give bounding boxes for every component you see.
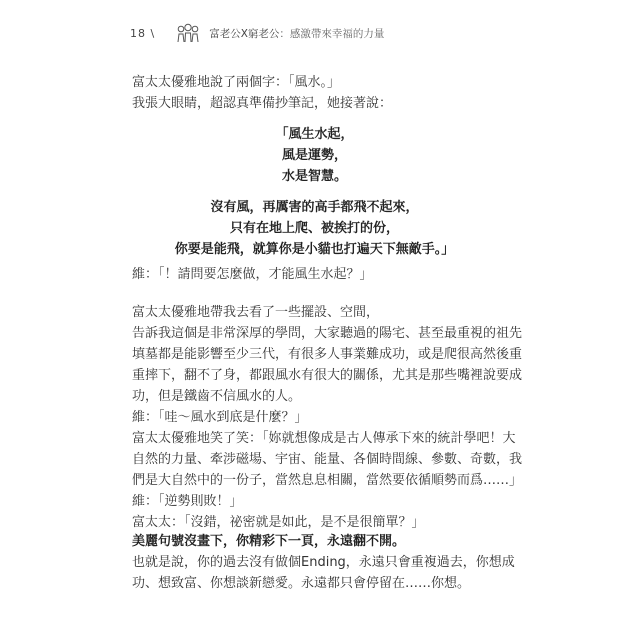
text-line: 我張大眼睛，超認真準備抄筆記，她接著說：	[132, 96, 393, 111]
quote-line: 你要是能飛，就算你是小貓也打遍天下無敵手。」	[174, 242, 455, 257]
text-line: 富太太：「沒錯，祕密就是如此，是不是很簡單？」	[132, 515, 425, 530]
text-line: 維：「逆勢則敗！」	[132, 494, 243, 509]
question-line	[132, 264, 497, 285]
text-line: 填墓都是能影響至少三代，有很多人事業難成功，或是爬很高然後重	[132, 347, 523, 362]
text-line: 告訴我這個是非常深厚的學問，大家聽過的陽宅、甚至最重視的祖先	[132, 326, 523, 341]
text-line: 富太太優雅地說了兩個字：「風水。」	[132, 75, 341, 90]
three-people-icon	[175, 23, 201, 43]
page-number: 18 \	[130, 26, 156, 40]
text-line: 們是大自然中的一份子，當然息息相關，當然要依循順勢而爲……」	[132, 473, 523, 488]
quote-line: 沒有風，再厲害的高手都飛不起來，	[210, 200, 419, 215]
closing-bold-line: 美麗句號沒畫下，你精彩下一頁，永遠翻不開。	[132, 534, 406, 549]
quote-line: 只有在地上爬、被挨打的份，	[229, 221, 399, 236]
book-subtitle: ：感激帶來幸福的力量	[279, 27, 385, 40]
text-line: 也就是說，你的過去沒有做個Ending，永遠只會重複過去，你想成	[132, 555, 515, 570]
text-line: 富太太優雅地帶我去看了一些擺設、空間，	[132, 305, 380, 320]
quote-line: 水是智慧。	[281, 169, 347, 184]
page-header	[130, 22, 384, 44]
quote-block-2	[132, 197, 497, 260]
text-line: 功，但是鐵齒不信風水的人。	[132, 389, 302, 404]
dialogue-paragraph	[132, 407, 523, 533]
quote-line: 風是運勢，	[281, 148, 347, 163]
text-line: 維：「！請問要怎麼做，才能風生水起？」	[132, 267, 373, 282]
book-title: 富老公X窮老公	[209, 27, 280, 40]
text-line: 富太太優雅地笑了笑：「妳就想像成是古人傳承下來的統計學吧！大	[132, 431, 516, 446]
quote-block-1	[132, 124, 497, 187]
header-title	[209, 26, 384, 41]
text-line: 重摔下，翻不了身，都跟風水有很大的關係，尤其是那些嘴裡說要成	[132, 368, 523, 383]
text-line: 自然的力量、牽涉磁場、宇宙、能量、各個時間線、參數、奇數，我	[132, 452, 523, 467]
quote-line: 「風生水起，	[275, 127, 354, 142]
text-line: 功、想致富、你想談新戀愛。永遠都只會停留在……你想。	[132, 576, 471, 591]
text-line: 維：「哇～風水到底是什麼？」	[132, 410, 308, 425]
intro-paragraph	[132, 72, 497, 114]
paragraph-fengshui	[132, 302, 523, 407]
closing-paragraph	[132, 531, 515, 594]
